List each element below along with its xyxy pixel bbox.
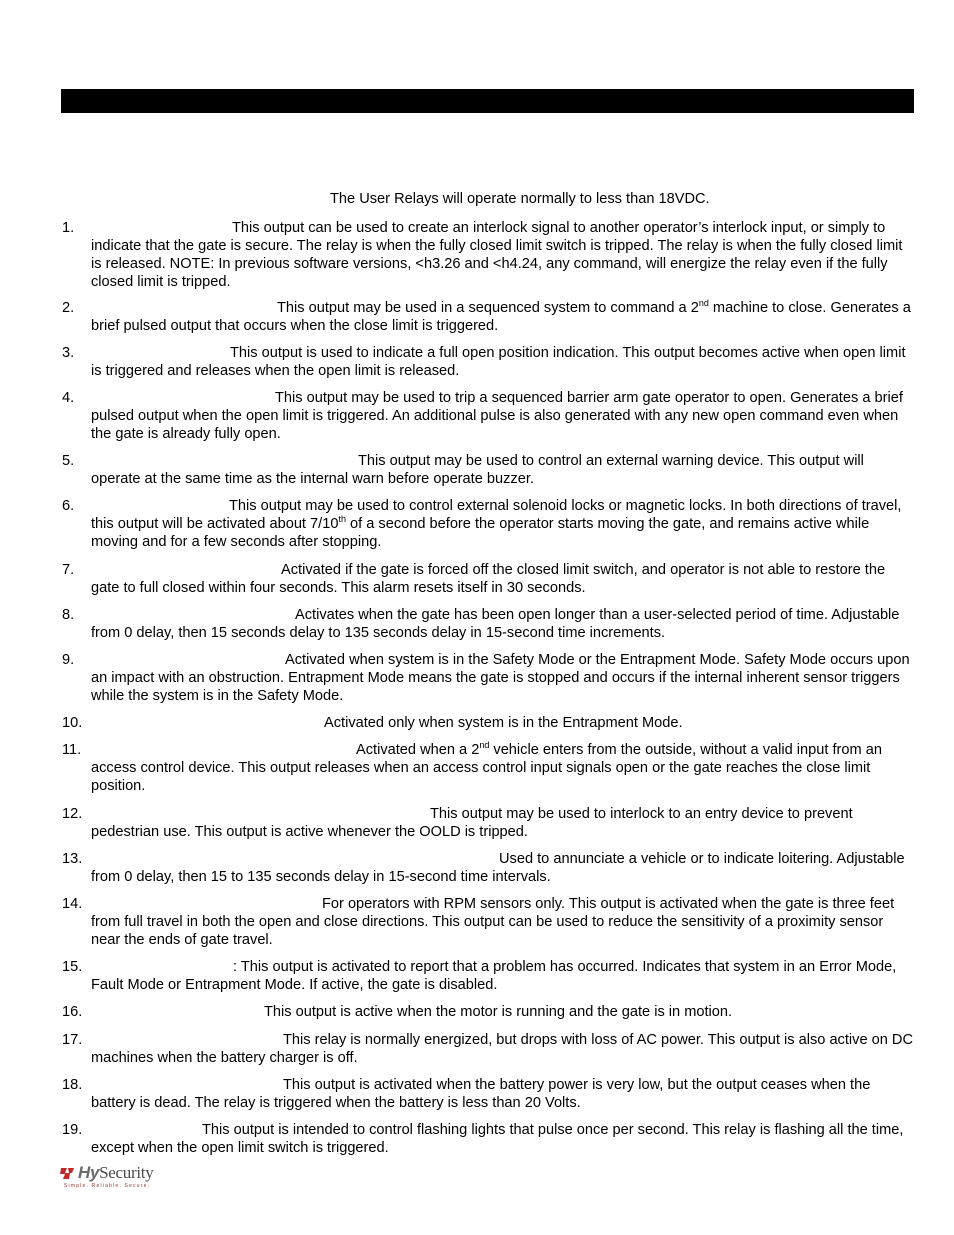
item-number: 16. <box>62 1004 83 1020</box>
logo-tagline: Simple. Reliable. Secure. <box>64 1183 151 1189</box>
item-number: 8. <box>62 607 75 623</box>
item-text: This output may be used to interlock to an entry device to prevent pedestrian use. This output is active whenever the OOLD is tripped. <box>91 806 853 840</box>
hysecurity-logo <box>60 1163 160 1195</box>
item-number: 2. <box>62 300 75 316</box>
item-text: This output is active when the motor is running and the gate is in motion. <box>264 1004 733 1020</box>
item-text: For operators with RPM sensors only. This output is activated when the gate is three feet from full travel in both the open and close directions. This output can be used to reduce the sensitivity of a proximity sensor near the ends of gate travel. <box>91 896 895 948</box>
logo-wordmark: HySecurity <box>78 1163 154 1182</box>
item-number: 7. <box>62 562 75 578</box>
item-text: This output is used to indicate a full open position indication. This output becomes active when open limit is triggered and releases when the open limit is released. <box>91 345 906 379</box>
item-text: Activated when system is in the Safety Mode or the Entrapment Mode. Safety Mode occurs upon an impact with an obstruction. Entrapment Mode means the gate is stopped and occurs if the internal inherent sensor triggers while the system is in the Safety Mode. <box>91 652 910 704</box>
item-number: 17. <box>62 1032 83 1048</box>
item-number: 12. <box>62 806 83 822</box>
item-number: 5. <box>62 453 75 469</box>
item-text: Activated if the gate is forced off the closed limit switch, and operator is not able to restore the gate to full closed within four seconds. This alarm resets itself in 30 seconds. <box>91 562 886 596</box>
item-text: This output may be used in a sequenced system to command a 2nd machine to close. Generates a brief pulsed output that occurs when the close limit is triggered. <box>91 298 911 334</box>
item-number: 11. <box>62 742 82 758</box>
item-number: 4. <box>62 390 75 406</box>
item-text: : This output is activated to report that a problem has occurred. Indicates that system in an Error Mode, Fault Mode or Entrapment Mode. If active, the gate is disabled. <box>91 959 897 993</box>
item-text: Activated when a 2nd vehicle enters from the outside, without a valid input from an access control device. This output releases when an access control input signals open or the gate reaches the close limit position. <box>91 740 882 794</box>
item-text: This output is activated when the battery power is very low, but the output ceases when the battery is dead. The relay is triggered when the battery is less than 20 Volts. <box>91 1077 871 1111</box>
hysecurity-mark-icon <box>60 1166 75 1181</box>
item-text: This output is intended to control flashing lights that pulse once per second. This relay is flashing all the time, except when the open limit switch is triggered. <box>91 1122 904 1156</box>
item-number: 1. <box>62 220 75 236</box>
item-number: 15. <box>62 959 83 975</box>
item-number: 19. <box>62 1122 83 1138</box>
item-text: This output may be used to control external solenoid locks or magnetic locks. In both directions of travel, this output will be activated about 7/10th of a second before the operator starts moving the gate, and remains active while moving and for a few seconds after stopping. <box>91 498 902 550</box>
item-text: Activates when the gate has been open longer than a user-selected period of time. Adjustable from 0 delay, then 15 seconds delay to 135 seconds delay in 15-second time increments. <box>91 607 900 641</box>
section-header-bar <box>61 89 914 113</box>
item-text: This output can be used to create an interlock signal to another operator’s interlock input, or simply to indicate that the gate is secure. The relay is when the fully closed limit switch is tripped. The relay is when the fully closed limit is released. NOTE: In previous software versions, <h3.26 and <h4.24, any command, will energize the relay even if the fully closed limit is tripped. <box>91 220 903 290</box>
item-text: Activated only when system is in the Entrapment Mode. <box>324 715 683 731</box>
intro-text: The User Relays will operate normally to less than 18VDC. <box>330 191 710 207</box>
item-number: 13. <box>62 851 83 867</box>
item-number: 3. <box>62 345 75 361</box>
item-number: 9. <box>62 652 75 668</box>
item-number: 18. <box>62 1077 83 1093</box>
item-number: 6. <box>62 498 75 514</box>
item-text: This output may be used to trip a sequenced barrier arm gate operator to open. Generates a brief pulsed output when the open limit is triggered. An additional pulse is also generated with any new open command even when the gate is already fully open. <box>91 390 903 442</box>
item-text: Used to annunciate a vehicle or to indicate loitering. Adjustable from 0 delay, then 15 to 135 seconds delay in 15-second time intervals. <box>91 851 905 885</box>
item-text: This relay is normally energized, but drops with loss of AC power. This output is also active on DC machines when the battery charger is off. <box>91 1032 913 1066</box>
item-number: 10. <box>62 715 83 731</box>
item-text: This output may be used to control an external warning device. This output will operate at the same time as the internal warn before operate buzzer. <box>91 453 864 487</box>
item-number: 14. <box>62 896 83 912</box>
